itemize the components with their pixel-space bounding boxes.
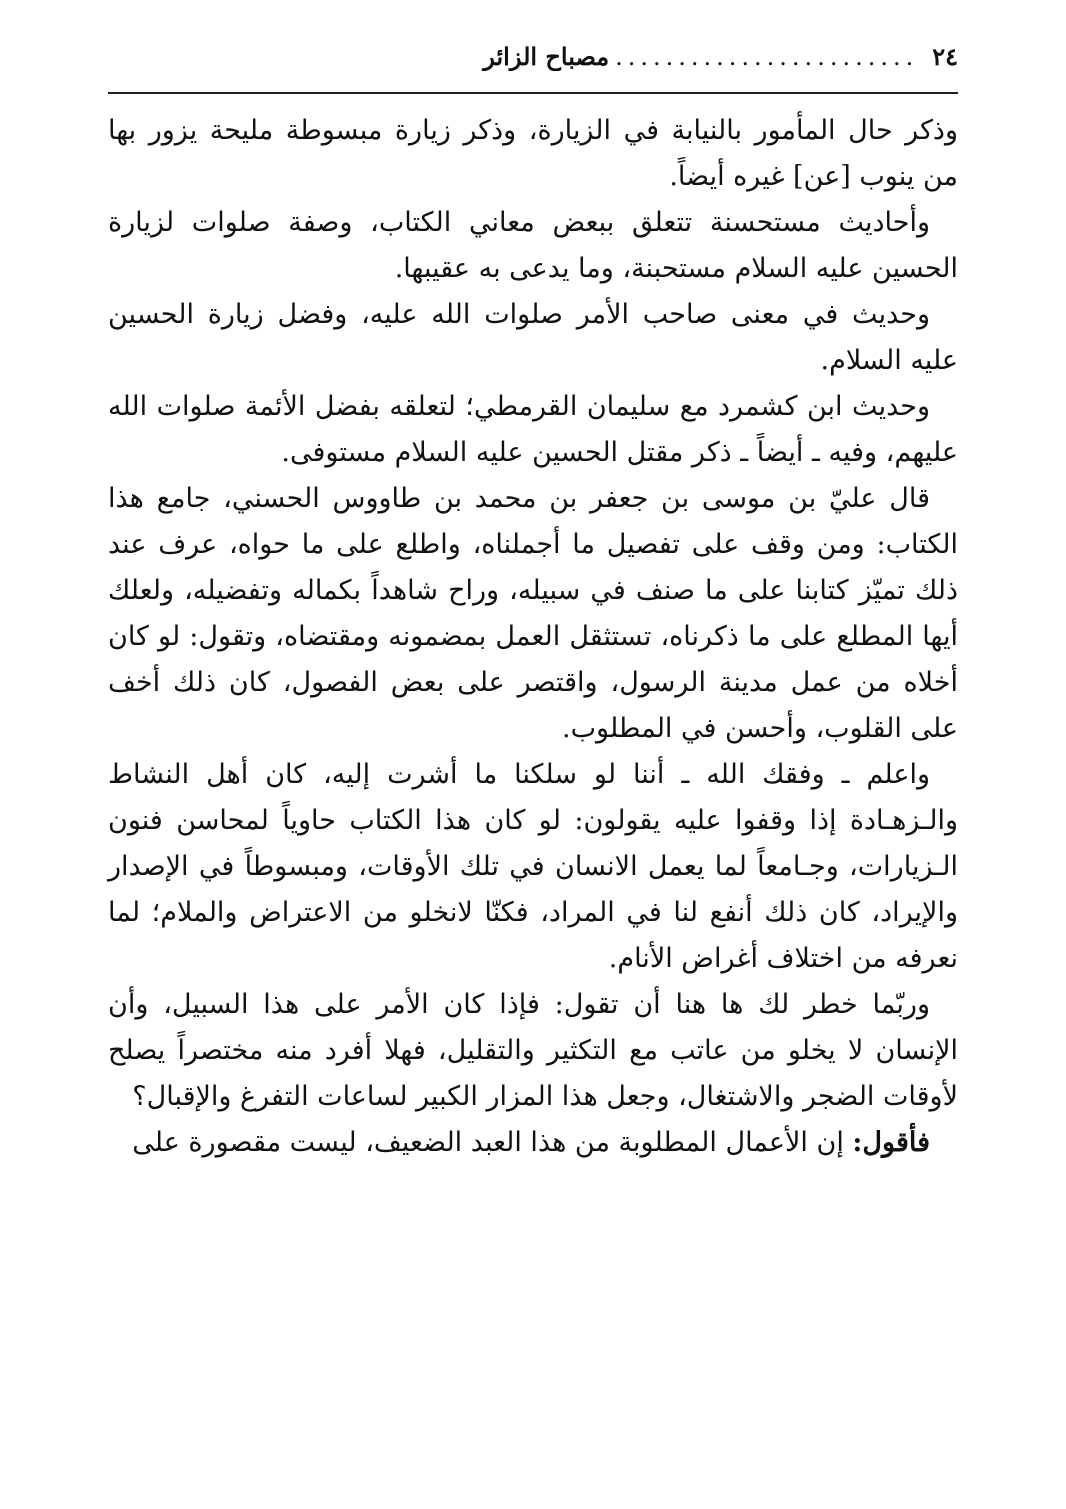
paragraph-text: إن الأعمال المطلوبة من هذا العبد الضعيف، ليست مقصورة على: [132, 1127, 853, 1158]
page-body: [108, 108, 958, 1166]
paragraph: واعلم ـ وفقك الله ـ أننا لو سلكنا ما أشرت إليه، كان أهل النشاط والـزهـادة إذا وقفوا عليه يقولون: لو كان هذا الكتاب حاوياً لمحاسن فنون الـزيارات، وجـامعاً لما يعمل الانسان في تلك الأوقات، ومبسوطاً في الإصدار والإيراد، كان ذلك أنفع لنا في المراد، فكنّا لانخلو من الاعتراض والملام؛ لما نعرفه من اختلاف أغراض الأنام.: [108, 759, 958, 974]
paragraph: وحديث ابن كشمرد مع سليمان القرمطي؛ لتعلقه بفضل الأئمة صلوات الله عليهم، وفيه ـ أيضاً ـ ذكر مقتل الحسين عليه السلام مستوفى.: [108, 391, 958, 468]
header-rule: [108, 92, 958, 94]
running-title: مصباح الزائر: [483, 42, 610, 71]
paragraph-lead-word: فأقول:: [852, 1127, 930, 1158]
running-header: [108, 42, 958, 71]
page-number: ٢٤: [932, 42, 958, 71]
paragraph: قال عليّ بن موسى بن جعفر بن محمد بن طاووس الحسني، جامع هذا الكتاب: ومن وقف على تفصيل ما أجملناه، واطلع على ما حواه، عرف عند ذلك تميّز كتابنا على ما صنف في سبيله، وراح شاهداً بكماله وتفضيله، ولعلك أيها المطلع على ما ذكرناه، تستثقل العمل بمضمونه ومقتضاه، وتقول: لو كان أخلاه من عمل مدينة الرسول، واقتصر على بعض الفصول، كان ذلك أخف على القلوب، وأحسن في المطلوب.: [108, 483, 958, 744]
header-dot-leader: ........................: [615, 43, 919, 71]
paragraph: وذكر حال المأمور بالنيابة في الزيارة، وذكر زيارة مبسوطة مليحة يزور بها من ينوب [عن] غيره أيضاً.: [108, 115, 958, 192]
paragraph-last: [108, 1120, 958, 1166]
paragraph: وأحاديث مستحسنة تتعلق ببعض معاني الكتاب، وصفة صلوات لزيارة الحسين عليه السلام مستحبنة، وما يدعى به عقيبها.: [108, 207, 958, 284]
paragraph: وحديث في معنى صاحب الأمر صلوات الله عليه، وفضل زيارة الحسين عليه السلام.: [108, 299, 958, 376]
paragraph: وربّما خطر لك ها هنا أن تقول: فإذا كان الأمر على هذا السبيل، وأن الإنسان لا يخلو من عاتب مع التكثير والتقليل، فهلا أفرد منه مختصراً يصلح لأوقات الضجر والاشتغال، وجعل هذا المزار الكبير لساعات التفرغ والإقبال؟: [108, 989, 958, 1112]
